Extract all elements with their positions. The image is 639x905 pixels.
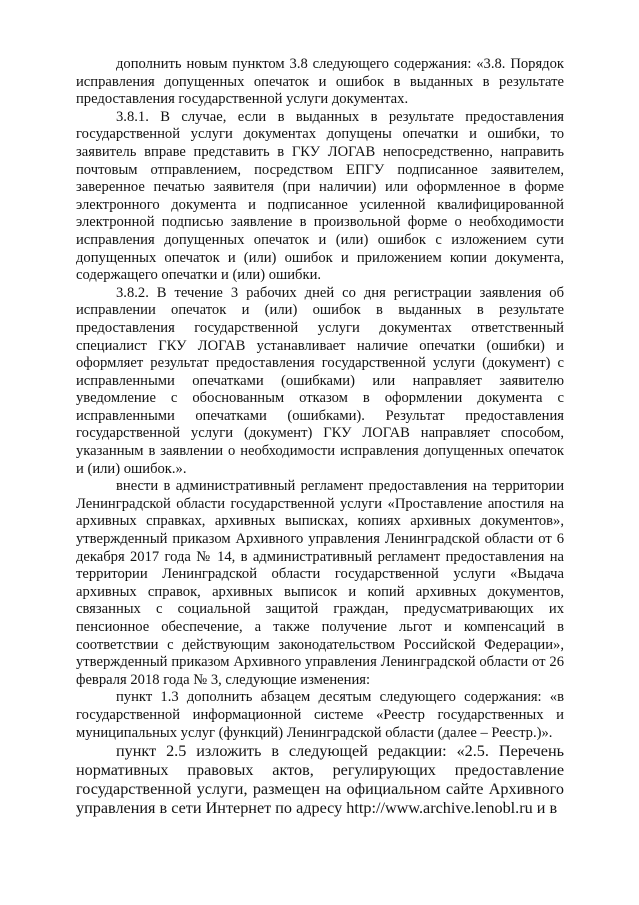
paragraph-item-3-8-intro: дополнить новым пунктом 3.8 следующего содержания: «3.8. Порядок исправления допущенных опечаток и ошибок в выданных в результате предоставления государственной услуги документах.	[76, 56, 564, 108]
paragraph-item-2-5: пункт 2.5 изложить в следующей редакции: «2.5. Перечень нормативных правовых актов, регулирующих предоставление государственной услуги, размещен на официальном сайте Архивного управления в сети Интернет по адресу http://www.archive.lenobl.ru и в	[76, 742, 564, 818]
paragraph-item-3-8-1: 3.8.1. В случае, если в выданных в результате предоставления государственной услуги документах допущены опечатки и ошибки, то заявитель вправе представить в ГКУ ЛОГАВ непосредственно, направить почтовым отправлением, посредством ЕПГУ подписанное заявителем, заверенное печатью заявителя (при наличии) или оформленное в форме электронного документа и подписанное усиленной квалифицированной электронной подписью заявление в произвольной форме о необходимости исправления допущенных опечаток и (или) ошибок с изложением сути допущенных опечаток и (или) ошибок и приложением копии документа, содержащего опечатки и (или) ошибки.	[76, 108, 564, 284]
paragraph-amend-regulations: внести в административный регламент предоставления на территории Ленинградской области государственной услуги «Проставление апостиля на архивных справках, архивных выписках, копиях архивных документов», утвержденный приказом Архивного управления Ленинградской области от 6 декабря 2017 года № 14, в административный регламент предоставления на территории Ленинградской области государственной услуги «Выдача архивных справок, архивных выписок и копий архивных документов, связанных с социальной защитой граждан, предусматривающих их пенсионное обеспечение, а также получение льгот и компенсаций в соответствии с действующим законодательством Российской Федерации», утвержденный приказом Архивного управления Ленинградской области от 26 февраля 2018 года № 3, следующие изменения:	[76, 478, 564, 688]
paragraph-item-3-8-2: 3.8.2. В течение 3 рабочих дней со дня регистрации заявления об исправлении опечаток и (или) ошибок в выданных в результате предоставления государственной услуги документах ответственный специалист ГКУ ЛОГАВ устанавливает наличие опечатки (ошибки) и оформляет результат предоставления государственной услуги (документ) с исправленными опечатками (ошибками) или направляет заявителю уведомление с обоснованным отказом в оформлении документа с исправленными опечатками (ошибками). Результат предоставления государственной услуги (документ) ГКУ ЛОГАВ направляет способом, указанным в заявлении о необходимости исправления допущенных опечаток и (или) ошибок.».	[76, 284, 564, 477]
paragraph-item-1-3: пункт 1.3 дополнить абзацем десятым следующего содержания: «в государственной информационной системе «Реестр государственных и муниципальных услуг (функций) Ленинградской области (далее – Реестр.)».	[76, 689, 564, 741]
document-page	[76, 56, 564, 818]
